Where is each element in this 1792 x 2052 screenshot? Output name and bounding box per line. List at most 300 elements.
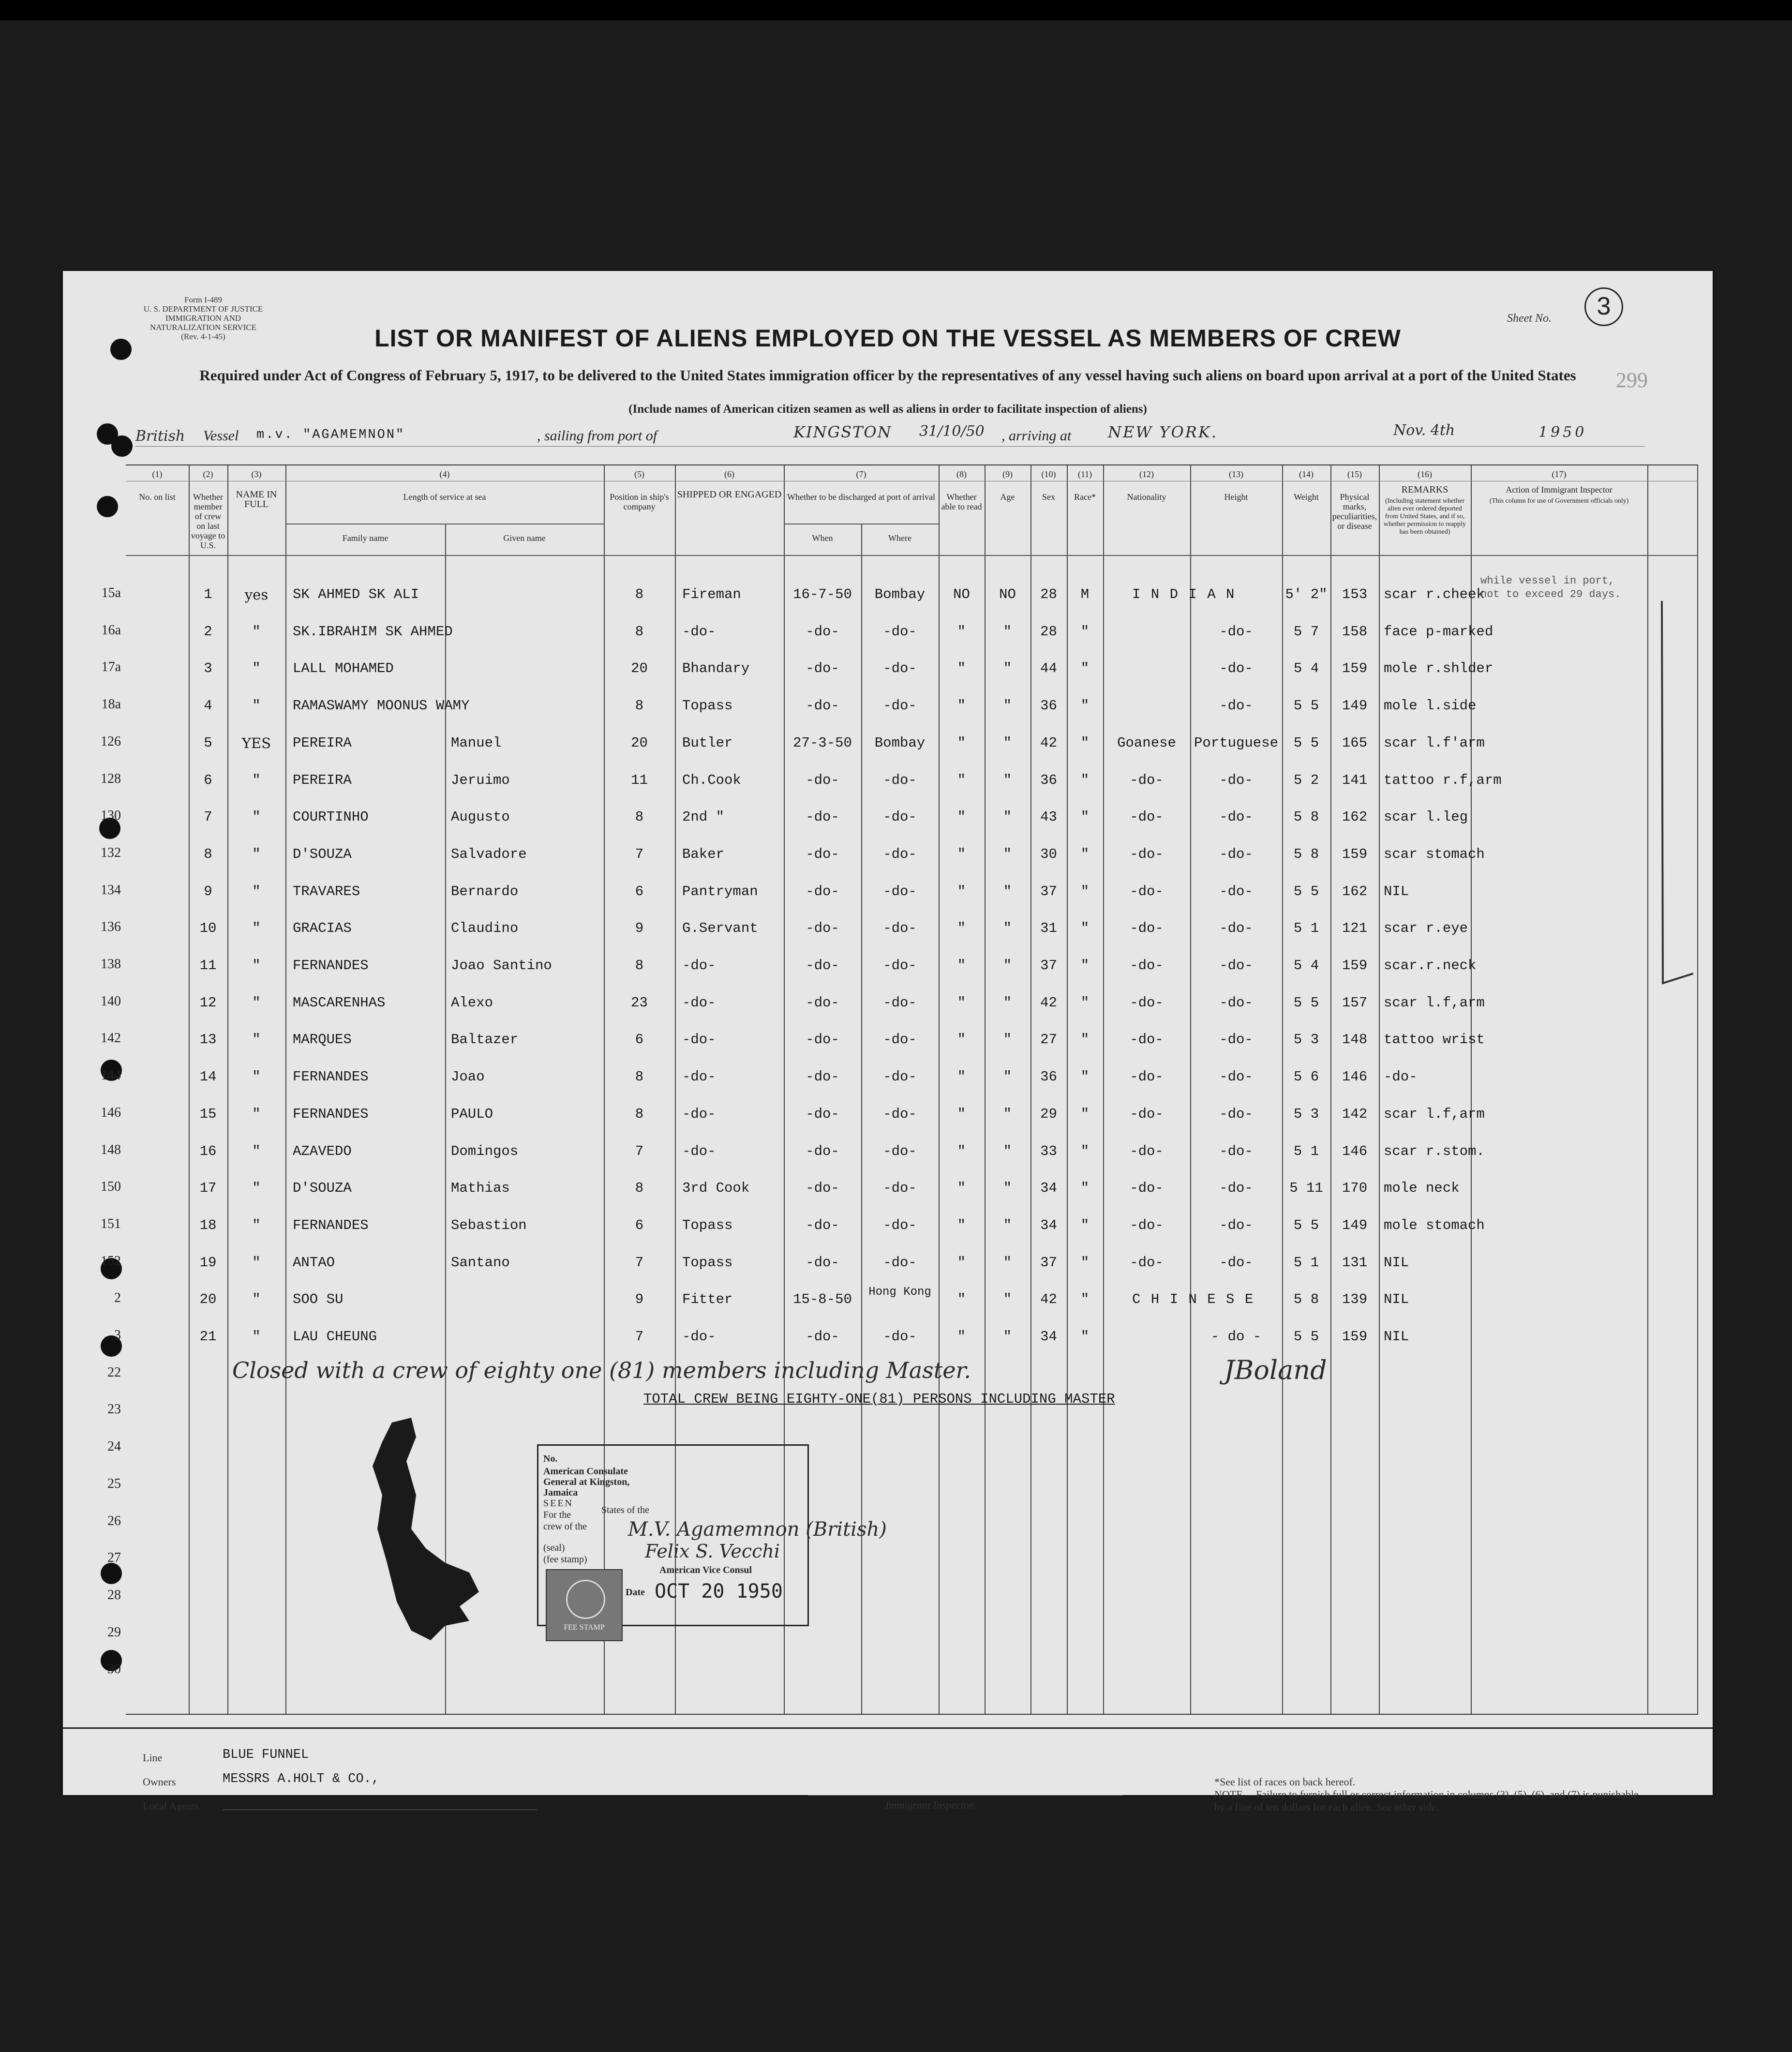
cell-marks: mole r.shlder	[1384, 660, 1493, 677]
cell-given: Manuel	[451, 734, 502, 751]
cell-race: -do-	[1130, 883, 1164, 899]
cell-marks: NIL	[1384, 883, 1409, 899]
cell-where: -do-	[883, 809, 917, 825]
row-reference: 29	[107, 1624, 121, 1640]
cell-disch: "	[957, 1069, 966, 1085]
cell-when: -do-	[806, 809, 839, 825]
shipping-line: BLUE FUNNEL	[223, 1748, 309, 1762]
table-row	[101, 1175, 1698, 1213]
cell-service: 8	[635, 809, 644, 825]
cell-when: -do-	[806, 1254, 839, 1271]
cell-read: "	[1003, 1143, 1012, 1159]
cell-disch: "	[957, 772, 966, 788]
cell-nat: -do-	[1219, 883, 1253, 899]
cell-age: 28	[1040, 623, 1057, 640]
cell-position: Butler	[682, 734, 733, 751]
row-reference: 24	[107, 1439, 121, 1454]
cell-nat: -do-	[1219, 920, 1253, 937]
row-reference: 128	[101, 771, 121, 786]
table-row	[101, 953, 1698, 990]
cell-disch: "	[957, 1217, 966, 1233]
row-reference: 142	[101, 1031, 121, 1046]
cell-service: 6	[635, 1032, 644, 1048]
cell-race: -do-	[1130, 920, 1164, 937]
cell-height: 5 8	[1293, 1291, 1319, 1308]
cell-age: 37	[1040, 883, 1057, 899]
cell-nat: -do-	[1219, 698, 1253, 714]
ink-blot	[358, 1418, 484, 1640]
cell-nat: -do-	[1219, 958, 1253, 974]
cell-disch: "	[957, 623, 966, 640]
cell-no: 20	[199, 1291, 217, 1308]
cell-position: -do-	[682, 1329, 716, 1345]
cell-disch: "	[957, 1143, 966, 1159]
cell-family: D'SOUZA	[293, 846, 352, 862]
cell-race: C H I N E S E	[1132, 1291, 1254, 1308]
cell-when: -do-	[806, 883, 839, 899]
page-subtitle-note: (Include names of American citizen seamen as well as aliens in order to facilitate inspection of aliens)	[628, 403, 1147, 416]
cell-no: 8	[204, 846, 212, 862]
cell-weight: 165	[1342, 734, 1368, 751]
cell-weight: 153	[1342, 586, 1368, 602]
row-reference: 28	[107, 1587, 121, 1603]
cell-when: -do-	[806, 772, 839, 788]
cell-age: 36	[1040, 698, 1057, 714]
cell-family: GRACIAS	[293, 920, 352, 937]
cell-marks: mole l.side	[1384, 698, 1477, 714]
cell-when: -do-	[806, 1106, 839, 1122]
cell-when: 16-7-50	[793, 586, 852, 602]
cell-service: 20	[631, 660, 648, 677]
form-number: Form I-489	[184, 295, 222, 304]
sheet-number: 3	[1584, 287, 1623, 326]
row-reference: 2	[114, 1290, 121, 1306]
row-reference: 26	[107, 1513, 121, 1528]
cell-family: SK.IBRAHIM SK AHMED	[293, 623, 453, 640]
cell-position: -do-	[682, 623, 716, 640]
page-subtitle: Required under Act of Congress of February 5, 1917, to be delivered to the United States immigration officer by the representatives of any vessel having such aliens on board upon arrival at a port of the United States	[199, 367, 1576, 384]
column-number: (15)	[1347, 469, 1362, 479]
closing-note: Closed with a crew of eighty one (81) members including Master.	[232, 1357, 971, 1383]
table-row	[101, 656, 1698, 693]
cell-service: 9	[635, 1291, 644, 1308]
column-number: (12)	[1139, 469, 1154, 479]
cell-marks: mole stomach	[1384, 1217, 1485, 1233]
cell-read: "	[1003, 1180, 1012, 1197]
consul-signature: Felix S. Vecchi	[645, 1541, 780, 1562]
cell-age: 28	[1040, 586, 1057, 602]
cell-disch: "	[957, 1291, 966, 1308]
cell-when: -do-	[806, 994, 839, 1011]
cell-marks: NIL	[1384, 1291, 1409, 1308]
cell-prev: "	[252, 698, 261, 714]
stamp-date-label: Date	[626, 1587, 645, 1598]
row-reference: 30	[107, 1662, 121, 1677]
cell-disch: NO	[953, 586, 970, 602]
cell-where: -do-	[883, 623, 917, 640]
cell-race: -do-	[1130, 994, 1164, 1011]
cell-where: -do-	[883, 994, 917, 1011]
cell-weight: 139	[1342, 1291, 1368, 1308]
column-label: Position in ship's company	[610, 492, 669, 511]
cell-when: -do-	[806, 958, 839, 974]
cell-disch: "	[957, 698, 966, 714]
column-number: (8)	[956, 469, 967, 479]
cell-marks: tattoo r.f,arm	[1384, 772, 1502, 788]
cell-nat: -do-	[1219, 1254, 1253, 1271]
cell-service: 8	[635, 698, 644, 714]
cell-disch: "	[957, 734, 966, 751]
row-reference: 132	[101, 845, 121, 860]
cell-race: Goanese	[1117, 734, 1176, 751]
cell-marks: NIL	[1384, 1254, 1409, 1271]
cell-no: 7	[204, 809, 212, 825]
cell-marks: scar r.eye	[1384, 920, 1468, 937]
column-number: (7)	[856, 469, 866, 479]
cell-nat: - do -	[1210, 1329, 1262, 1345]
cell-weight: 162	[1342, 883, 1368, 899]
vessel-flag: British	[135, 428, 185, 445]
cell-sex: "	[1080, 772, 1090, 788]
column-number: (6)	[724, 469, 734, 479]
cell-disch: "	[957, 1106, 966, 1122]
cell-given: Augusto	[451, 809, 510, 825]
column-number: (3)	[251, 469, 262, 479]
cell-weight: 159	[1342, 846, 1368, 862]
cell-service: 7	[635, 1329, 644, 1345]
column-number: (14)	[1299, 469, 1314, 479]
owners: MESSRS A.HOLT & CO.,	[223, 1772, 380, 1786]
cell-when: 15-8-50	[793, 1291, 852, 1308]
cell-where: -do-	[883, 958, 917, 974]
column-label: SHIPPED OR ENGAGED	[677, 489, 782, 500]
cell-no: 4	[204, 698, 212, 714]
page-title: LIST OR MANIFEST OF ALIENS EMPLOYED ON THE VESSEL AS MEMBERS OF CREW	[374, 325, 1401, 352]
cell-prev: "	[252, 1329, 261, 1345]
cell-prev: "	[252, 1069, 261, 1085]
cell-position: Fireman	[682, 586, 741, 602]
stamp-crew-of: crew of the	[543, 1521, 587, 1532]
fee-stamp-label: FEE STAMP	[564, 1623, 605, 1632]
cell-race: -do-	[1130, 1032, 1164, 1048]
cell-marks: scar l.f,arm	[1384, 994, 1485, 1011]
cell-position: Fitter	[682, 1291, 733, 1308]
vice-consul-title: American Vice Consul	[659, 1565, 752, 1575]
table-row	[101, 730, 1698, 767]
remarks-bracket	[1652, 596, 1696, 998]
cell-age: 43	[1040, 809, 1057, 825]
stamp-no-label: No.	[543, 1453, 558, 1464]
cell-nat: -do-	[1219, 1180, 1253, 1197]
cell-where: -do-	[883, 772, 917, 788]
cell-sex: "	[1080, 1180, 1090, 1197]
table-row	[101, 1213, 1698, 1250]
cell-weight: 162	[1342, 809, 1368, 825]
cell-when: -do-	[806, 1217, 839, 1233]
cell-disch: "	[957, 1180, 966, 1197]
cell-when: -do-	[806, 1180, 839, 1197]
line-label: Line	[143, 1752, 163, 1764]
cell-nat: -do-	[1219, 623, 1253, 640]
cell-family: PEREIRA	[293, 734, 352, 751]
cell-nat: -do-	[1219, 1106, 1253, 1122]
cell-weight: 146	[1342, 1143, 1368, 1159]
cell-read: "	[1003, 1032, 1012, 1048]
cell-position: 2nd "	[682, 809, 725, 825]
cell-position: -do-	[682, 1032, 716, 1048]
table-row	[101, 841, 1698, 879]
cell-race: -do-	[1130, 809, 1164, 825]
footer-notes	[1214, 1776, 1650, 1813]
cell-disch: "	[957, 994, 966, 1011]
cell-position: -do-	[682, 1106, 716, 1122]
arriving-port: NEW YORK.	[1108, 423, 1218, 441]
cell-height: 5 2	[1293, 772, 1319, 788]
column-number: (5)	[634, 469, 644, 479]
cell-read: "	[1003, 1291, 1012, 1308]
row-reference: 136	[101, 919, 121, 935]
column-note: (Including statement whether alien ever ordered deported from United States, and if so, whether permission to reapply has been obtained)	[1384, 497, 1466, 536]
cell-marks: tattoo wrist	[1384, 1032, 1485, 1048]
cell-weight: 149	[1342, 698, 1368, 714]
cell-race: -do-	[1130, 1069, 1164, 1085]
fee-stamp-seal-icon	[566, 1580, 605, 1619]
cell-no: 3	[204, 660, 212, 677]
column-sublabel: Given name	[503, 533, 546, 543]
cell-position: Ch.Cook	[682, 772, 741, 788]
cell-marks: scar l.f,arm	[1384, 1106, 1485, 1122]
form-revision: (Rev. 4-1-45)	[181, 332, 225, 341]
row-reference: 152	[101, 1253, 121, 1269]
row-reference: 25	[107, 1476, 121, 1491]
cell-age: 27	[1040, 1032, 1057, 1048]
cell-age: 34	[1040, 1329, 1057, 1345]
cell-nat: -do-	[1219, 1217, 1253, 1233]
cell-no: 13	[199, 1032, 217, 1048]
cell-no: 5	[204, 734, 212, 751]
cell-service: 7	[635, 1143, 644, 1159]
cell-family: FERNANDES	[293, 958, 369, 974]
cell-age: 37	[1040, 958, 1057, 974]
column-label: REMARKS	[1401, 484, 1449, 495]
cell-sex: "	[1080, 1291, 1090, 1308]
cell-no: 15	[199, 1106, 217, 1122]
cell-no: 1	[204, 586, 212, 602]
column-label: Length of service at sea	[403, 492, 486, 502]
cell-no: 21	[199, 1329, 217, 1345]
cell-given: Baltazer	[451, 1032, 519, 1048]
cell-where: -do-	[883, 1254, 917, 1271]
cell-height: 5 8	[1293, 846, 1319, 862]
cell-race: -do-	[1130, 772, 1164, 788]
cell-marks: mole neck	[1384, 1180, 1460, 1197]
cell-marks: NIL	[1384, 1329, 1409, 1345]
cell-height: 5 5	[1293, 994, 1319, 1011]
cell-position: Pantryman	[682, 883, 758, 899]
cell-age: 37	[1040, 1254, 1057, 1271]
cell-weight: 141	[1342, 772, 1368, 788]
cell-when: -do-	[806, 1032, 839, 1048]
row-reference: 150	[101, 1179, 121, 1195]
master-signature: JBoland	[1224, 1355, 1327, 1385]
cell-family: LAU CHEUNG	[293, 1329, 377, 1345]
service-name: IMMIGRATION AND NATURALIZATION SERVICE	[149, 314, 257, 332]
column-label: Height	[1224, 492, 1248, 502]
races-note: *See list of races on back hereof.	[1214, 1776, 1356, 1788]
table-row	[101, 990, 1698, 1027]
cell-service: 11	[631, 772, 648, 788]
cell-when: -do-	[806, 660, 839, 677]
cell-family: FERNANDES	[293, 1106, 369, 1122]
cell-given: Joao	[451, 1069, 485, 1085]
cell-weight: 121	[1342, 920, 1368, 937]
consulate-stamp	[537, 1444, 887, 1632]
cell-family: COURTINHO	[293, 809, 369, 825]
row-reference: 27	[107, 1550, 121, 1566]
cell-service: 6	[635, 883, 644, 899]
cell-height: 5 4	[1293, 958, 1319, 974]
table-row	[101, 767, 1698, 805]
cell-marks: scar l.f'arm	[1384, 734, 1485, 751]
column-label: Physical marks, peculiarities, or disease	[1332, 492, 1377, 531]
remarks-note: while vessel in port, not to exceed 29 days.	[1480, 575, 1621, 600]
cell-nat: -do-	[1219, 1032, 1253, 1048]
cell-disch: "	[957, 809, 966, 825]
row-reference: 151	[101, 1216, 121, 1231]
table-row	[101, 879, 1698, 916]
cell-sex: "	[1080, 698, 1090, 714]
cell-family: ANTAO	[293, 1254, 335, 1271]
row-reference: 148	[101, 1142, 121, 1157]
column-number: (2)	[203, 469, 213, 479]
cell-read: "	[1003, 809, 1012, 825]
cell-read: "	[1003, 1217, 1012, 1233]
cell-no: 9	[204, 883, 212, 899]
cell-prev: "	[252, 883, 261, 899]
cell-read: "	[1003, 958, 1012, 974]
cell-weight: 148	[1342, 1032, 1368, 1048]
cell-height: 5 1	[1293, 920, 1319, 937]
cell-height: 5 5	[1293, 734, 1319, 751]
stamp-fee-stamp: (fee stamp)	[543, 1554, 587, 1565]
cell-read: "	[1003, 920, 1012, 937]
fine-note: NOTE.—Failure to furnish full or correct information in columns (3), (5), (6), and (7) is punishable by a fine of ten dollars for each alien. See other side.	[1214, 1788, 1639, 1813]
cell-no: 14	[199, 1069, 217, 1085]
cell-given: PAULO	[451, 1106, 493, 1122]
column-label: Age	[1000, 492, 1015, 502]
footer-rule	[63, 1727, 1713, 1729]
cell-where: -do-	[883, 1329, 917, 1345]
column-number: (17)	[1552, 469, 1567, 479]
row-reference: 23	[107, 1402, 121, 1417]
cell-age: 36	[1040, 772, 1057, 788]
cell-prev: "	[252, 623, 261, 640]
punch-hole	[101, 1563, 122, 1584]
table-row	[101, 582, 1698, 619]
cell-prev: "	[252, 994, 261, 1011]
cell-nat: -do-	[1219, 994, 1253, 1011]
cell-read: "	[1003, 1329, 1012, 1345]
cell-height: 5 7	[1293, 623, 1319, 640]
row-reference: 17a	[101, 659, 121, 675]
cell-where: -do-	[883, 1180, 917, 1197]
cell-nat: -do-	[1219, 1143, 1253, 1159]
column-label: Weight	[1294, 492, 1319, 502]
cell-prev: "	[252, 1180, 261, 1197]
column-sublabel: Family name	[342, 533, 388, 543]
sheet-label: Sheet No.	[1507, 312, 1552, 325]
header-bottom-rule	[126, 555, 1698, 556]
row-reference: 134	[101, 882, 121, 898]
column-number: (16)	[1418, 469, 1432, 479]
cell-given: Joao Santino	[451, 958, 552, 974]
table-row	[101, 619, 1698, 656]
cell-service: 20	[631, 734, 648, 751]
cell-when: -do-	[806, 623, 839, 640]
cell-height: 5' 2"	[1285, 586, 1328, 602]
cell-age: 34	[1040, 1180, 1057, 1197]
cell-read: "	[1003, 994, 1012, 1011]
fee-stamp-image	[546, 1569, 623, 1641]
cell-no: 19	[199, 1254, 217, 1271]
column-number: (1)	[152, 469, 163, 479]
cell-weight: 157	[1342, 994, 1368, 1011]
cell-position: Bhandary	[682, 660, 750, 677]
cell-race: -do-	[1130, 1254, 1164, 1271]
cell-family: SOO SU	[293, 1291, 343, 1308]
cell-nat: -do-	[1219, 772, 1253, 788]
cell-disch: "	[957, 660, 966, 677]
cell-where: -do-	[883, 883, 917, 899]
cell-marks: scar r.stom.	[1384, 1143, 1485, 1159]
cell-prev: "	[252, 1254, 261, 1271]
column-number: (13)	[1229, 469, 1243, 479]
column-label: Action of Immigrant Inspector	[1506, 485, 1613, 494]
cell-position: -do-	[682, 1143, 716, 1159]
stamp-vessel-hand: M.V. Agamemnon (British)	[628, 1518, 887, 1541]
cell-family: SK AHMED SK ALI	[293, 586, 419, 602]
cell-where: -do-	[883, 1143, 917, 1159]
cell-read: "	[1003, 1069, 1012, 1085]
cell-position: Topass	[682, 1217, 733, 1233]
cell-family: D'SOUZA	[293, 1180, 352, 1197]
cell-height: 5 1	[1293, 1143, 1319, 1159]
consulate-office: American Consulate General at Kingston, Jamaica	[543, 1466, 630, 1498]
cell-height: 5 3	[1293, 1106, 1319, 1122]
cell-read: "	[1003, 772, 1012, 788]
cell-marks: face p-marked	[1384, 623, 1493, 640]
inspector-label: Immigrant Inspector.	[885, 1799, 975, 1811]
cell-when: -do-	[806, 846, 839, 862]
arrival-date: Nov. 4th	[1393, 422, 1455, 439]
cell-race: -do-	[1130, 1143, 1164, 1159]
cell-family: AZAVEDO	[293, 1143, 352, 1159]
cell-age: 30	[1040, 846, 1057, 862]
cell-family: LALL MOHAMED	[293, 660, 394, 677]
cell-read: "	[1003, 623, 1012, 640]
cell-no: 18	[199, 1217, 217, 1233]
cell-disch: "	[957, 1254, 966, 1271]
cell-sex: "	[1080, 660, 1090, 677]
cell-family: TRAVARES	[293, 883, 360, 899]
cell-race: I N D I A N	[1132, 586, 1236, 602]
cell-position: G.Servant	[682, 920, 758, 937]
cell-prev: yes	[244, 586, 269, 603]
column-number: (4)	[439, 469, 450, 479]
cell-nat: -do-	[1219, 809, 1253, 825]
cell-family: MASCARENHAS	[293, 994, 386, 1011]
cell-service: 7	[635, 1254, 644, 1271]
